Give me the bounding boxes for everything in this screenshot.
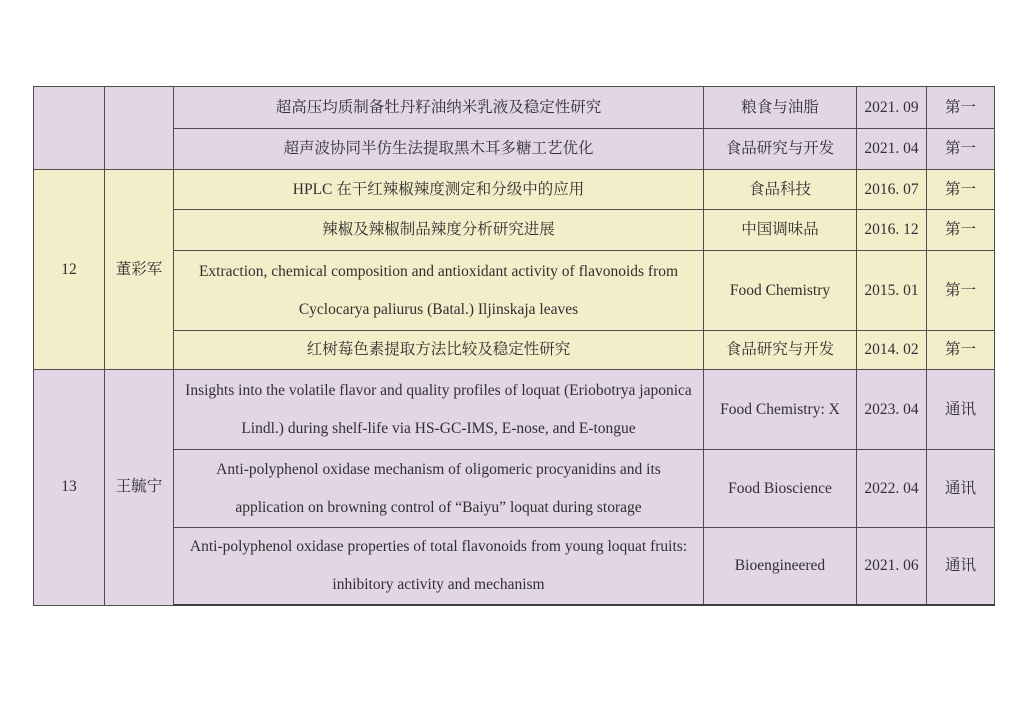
entry-name-cell: 董彩军	[105, 170, 174, 370]
table-row	[34, 528, 995, 606]
date-cell: 2021. 09	[857, 87, 927, 129]
date-cell: 2015. 01	[857, 251, 927, 331]
publication-title-cell: 辣椒及辣椒制品辣度分析研究进展	[174, 210, 704, 251]
table-row	[34, 450, 995, 528]
journal-cell: 食品研究与开发	[704, 129, 857, 170]
publication-title-cell: HPLC 在干红辣椒辣度测定和分级中的应用	[174, 170, 704, 210]
journal-cell: Food Bioscience	[704, 450, 857, 528]
date-cell: 2016. 07	[857, 170, 927, 210]
publication-title-cell: Anti-polyphenol oxidase properties of total flavonoids from young loquat fruits: inhibitory activity and mechanism	[174, 528, 704, 606]
date-cell: 2021. 04	[857, 129, 927, 170]
author-role-cell: 通讯	[927, 528, 995, 606]
publication-title-cell: Insights into the volatile flavor and quality profiles of loquat (Eriobotrya japonica Lindl.) during shelf-life via HS-GC-IMS, E-nose, and E-tongue	[174, 370, 704, 450]
author-role-cell: 通讯	[927, 450, 995, 528]
journal-cell: 粮食与油脂	[704, 87, 857, 129]
journal-cell: Bioengineered	[704, 528, 857, 606]
date-cell: 2014. 02	[857, 331, 927, 370]
table-row	[34, 370, 995, 450]
publications-table	[33, 86, 995, 606]
journal-cell: Food Chemistry: X	[704, 370, 857, 450]
author-role-cell: 第一	[927, 251, 995, 331]
entry-name-cell: 王毓宁	[105, 370, 174, 606]
table-row	[34, 331, 995, 370]
publication-title-cell: 超声波协同半仿生法提取黑木耳多糖工艺优化	[174, 129, 704, 170]
date-cell: 2016. 12	[857, 210, 927, 251]
date-cell: 2023. 04	[857, 370, 927, 450]
entry-name-cell	[105, 87, 174, 170]
publication-title-cell: Anti-polyphenol oxidase mechanism of oligomeric procyanidins and its application on browning control of “Baiyu” loquat during storage	[174, 450, 704, 528]
publication-title-cell: 红树莓色素提取方法比较及稳定性研究	[174, 331, 704, 370]
table-row	[34, 170, 995, 210]
date-cell: 2021. 06	[857, 528, 927, 606]
entry-number-cell: 12	[34, 170, 105, 370]
table-row	[34, 87, 995, 129]
author-role-cell: 第一	[927, 210, 995, 251]
author-role-cell: 第一	[927, 170, 995, 210]
journal-cell: Food Chemistry	[704, 251, 857, 331]
journal-cell: 食品科技	[704, 170, 857, 210]
table-row	[34, 129, 995, 170]
publication-title-cell: 超高压均质制备牡丹籽油纳米乳液及稳定性研究	[174, 87, 704, 129]
author-role-cell: 通讯	[927, 370, 995, 450]
table-row	[34, 251, 995, 331]
publication-title-cell: Extraction, chemical composition and antioxidant activity of flavonoids from Cyclocarya paliurus (Batal.) Iljinskaja leaves	[174, 251, 704, 331]
table-row	[34, 210, 995, 251]
author-role-cell: 第一	[927, 129, 995, 170]
journal-cell: 中国调味品	[704, 210, 857, 251]
date-cell: 2022. 04	[857, 450, 927, 528]
journal-cell: 食品研究与开发	[704, 331, 857, 370]
entry-number-cell	[34, 87, 105, 170]
entry-number-cell: 13	[34, 370, 105, 606]
author-role-cell: 第一	[927, 87, 995, 129]
author-role-cell: 第一	[927, 331, 995, 370]
